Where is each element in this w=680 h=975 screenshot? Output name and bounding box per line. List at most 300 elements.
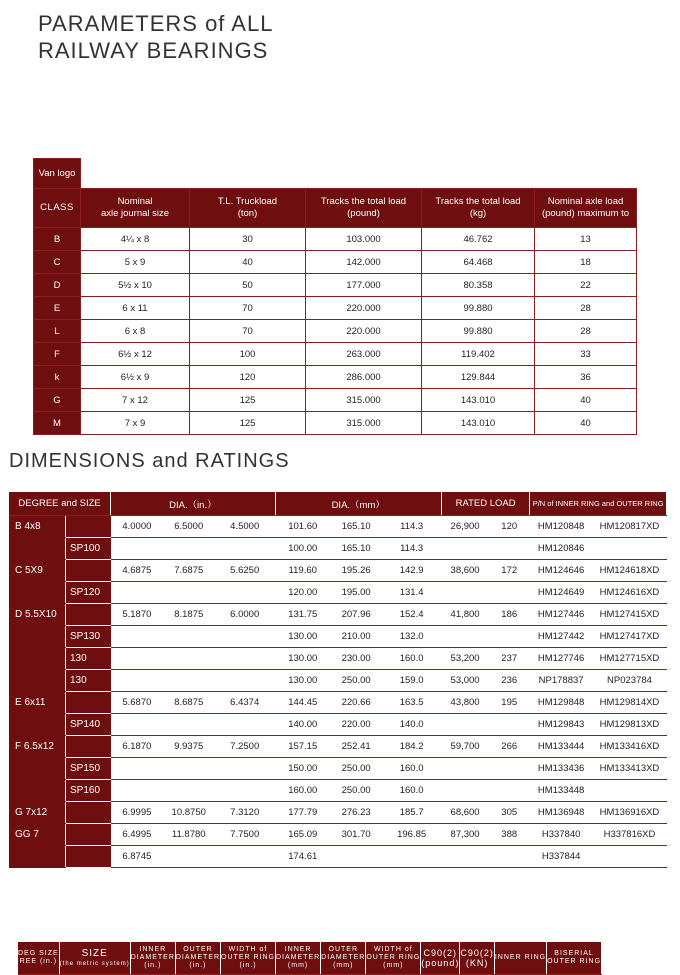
table1-cell: 103.000 [306,228,422,251]
table2-cell-in1 [111,626,163,648]
degree-cell: D 5.5X10 [9,604,65,626]
size-cell [65,824,110,846]
table2-cell-ir: HM127442 [530,626,593,648]
header-inner-mm [276,942,321,975]
table2-cell-mm2: 165.10 [330,538,381,560]
degree-cell: GG 7 [9,824,65,846]
table2-header-row2 [18,942,602,975]
table2-cell-in1 [111,758,163,780]
table2-cell-or: HM127417XD [592,626,666,648]
table2-cell-or: HM129814XD [592,692,666,714]
table2-cell-in2 [163,846,214,868]
degree-cell [9,582,65,604]
degree-cell: B 4x8 [9,516,65,538]
table2-cell-mm2: 220.66 [330,692,381,714]
table2-cell-in2 [163,758,214,780]
table2-cell-in3 [214,758,275,780]
table1-cell: 18 [535,251,637,274]
table2-cell-lb: 38,600 [441,560,488,582]
table2-row [9,846,667,868]
table1-cell: 70 [190,320,306,343]
table2-cell-in1 [111,538,163,560]
table2-cell-mm1: 157.15 [275,736,330,758]
table1-header-cell: Tracks the total load (pound) [306,189,422,228]
table1-cell: 70 [190,297,306,320]
class-label: G [34,389,81,412]
table2-cell-in2 [163,582,214,604]
table2-cell-or: HM133416XD [592,736,666,758]
table1-cell: 142.000 [306,251,422,274]
table1-row [34,366,637,389]
table2-cell-mm1: 100.00 [275,538,330,560]
van-logo: Van logo [34,159,81,189]
header-c90-pound [421,942,460,975]
table2-cell-lb: 59,700 [441,736,488,758]
table2-cell-or: HM127415XD [592,604,666,626]
header-inner-ring [494,942,546,975]
degree-cell [9,846,65,868]
table2-cell-mm2: 250.00 [330,670,381,692]
table2-cell-in2: 10.8750 [163,802,214,824]
dimensions-ratings-table [9,492,667,969]
table2-cell-or: HM124618XD [592,560,666,582]
table1-cell: 80.358 [422,274,535,297]
size-label: SIZE [81,948,108,959]
table2-cell-ir: HM120846 [530,538,593,560]
table2-cell-mm1: 144.45 [275,692,330,714]
table2-cell-or: HM127715XD [592,648,666,670]
header-outer-in [175,942,220,975]
table2-cell-mm3: 131.4 [382,582,442,604]
table1-cell: 40 [535,412,637,435]
table2-cell-lb [441,758,488,780]
table1-cell: 6½ x 12 [81,343,190,366]
table2-cell-kn: 305 [489,802,530,824]
table2-cell-mm1: 131.75 [275,604,330,626]
size-cell [65,802,110,824]
table1-cell: 125 [190,412,306,435]
table2-cell-in1 [111,714,163,736]
header-dia-in: DIA.（in.） [111,492,275,516]
header-rated-load: RATED LOAD [441,492,529,516]
table1-cell: 220.000 [306,320,422,343]
table2-cell-mm2: 301.70 [330,824,381,846]
table2-cell-mm1: 140.00 [275,714,330,736]
table2-cell-ir: HM129848 [530,692,593,714]
table1-cell: 28 [535,320,637,343]
table2-cell-mm3: 132.0 [382,626,442,648]
table2-cell-in1: 5.6870 [111,692,163,714]
degree-cell: G 7x12 [9,802,65,824]
header-text: WIDTH of OUTER RING (mm) [366,946,421,969]
table2-row [9,560,667,582]
table2-cell-lb: 43,800 [441,692,488,714]
table2-cell-mm3: 159.0 [382,670,442,692]
table1-cell: 99.880 [422,297,535,320]
table2-cell-in1: 4.6875 [111,560,163,582]
degree-cell [9,626,65,648]
table2-cell-in1: 6.9995 [111,802,163,824]
degree-cell: E 6x11 [9,692,65,714]
table1-cell: 129.844 [422,366,535,389]
header-text: INNER DIAMETER (in.) [130,946,175,969]
table2-row [9,648,667,670]
table2-cell-ir: HM133444 [530,736,593,758]
table2-cell-in3 [214,648,275,670]
table2-cell-lb [441,626,488,648]
table2-cell-kn: 266 [489,736,530,758]
class-label: M [34,412,81,435]
table2-cell-mm3: 196.85 [382,824,442,846]
table2-cell-lb: 41,800 [441,604,488,626]
table2-cell-kn [489,714,530,736]
table2-cell-kn: 195 [489,692,530,714]
size-cell: SP140 [65,714,110,736]
table1-row [34,343,637,366]
table2-cell-in2: 11.8780 [163,824,214,846]
degree-cell [9,648,65,670]
table2-cell-in3: 7.2500 [214,736,275,758]
table2-cell-kn [489,582,530,604]
table2-row [9,516,667,538]
class-label: E [34,297,81,320]
table2-cell-lb: 87,300 [441,824,488,846]
header-text: OUTER DIAMETER (in.) [175,946,221,969]
table2-cell-ir: HM127746 [530,648,593,670]
size-cell [65,560,110,582]
page-title [38,10,273,64]
size-cell: SP130 [65,626,110,648]
table2-cell-in3 [214,780,275,802]
table2-cell-kn: 388 [489,824,530,846]
table2-cell-or: HM124616XD [592,582,666,604]
table1-header-cell: Nominal axle journal size [81,189,190,228]
table2-cell-ir: HM120848 [530,516,593,538]
table1-cell: 143.010 [422,412,535,435]
table1-row [34,297,637,320]
size-cell: SP150 [65,758,110,780]
table1-cell: 13 [535,228,637,251]
table2-cell-ir: H337840 [530,824,593,846]
table2-cell-kn [489,846,530,868]
table2-cell-mm1: 174.61 [275,846,330,868]
table1-cell: 5½ x 10 [81,274,190,297]
table2-row [9,714,667,736]
table2-cell-mm2: 220.00 [330,714,381,736]
table2-cell-in3 [214,538,275,560]
table1-cell: 36 [535,366,637,389]
table1-cell: 7 x 9 [81,412,190,435]
table2-cell-mm3 [382,846,442,868]
table1-row [34,389,637,412]
table2-row [9,736,667,758]
table2-cell-mm3: 185.7 [382,802,442,824]
table1-row [34,412,637,435]
table2-cell-kn: 186 [489,604,530,626]
header-text: INNER DIAMETER (mm) [276,946,321,969]
table1-cell: 4¼ x 8 [81,228,190,251]
size-cell: SP160 [65,780,110,802]
table2-cell-mm2: 230.00 [330,648,381,670]
table2-cell-lb: 68,600 [441,802,488,824]
table2-cell-in3 [214,582,275,604]
header-outer-mm [321,942,366,975]
header-pn: P/N of INNER RING and OUTER RING [530,492,667,516]
table2-cell-in1 [111,648,163,670]
table1-cell: 119.402 [422,343,535,366]
page-title-line2: RAILWAY BEARINGS [38,38,269,63]
table1-cell: 5 x 9 [81,251,190,274]
table2-cell-in2: 8.1875 [163,604,214,626]
table2-cell-ir: HM127446 [530,604,593,626]
table2-cell-in2: 7.6875 [163,560,214,582]
table2-cell-lb [441,714,488,736]
table2-cell-lb: 53,200 [441,648,488,670]
table1-row [34,320,637,343]
table1-cell: 177.000 [306,274,422,297]
table2-cell-in2 [163,780,214,802]
table1-header-cell: Nominal axle load (pound) maximum to [535,189,637,228]
table1-cell: 220.000 [306,297,422,320]
table2-row [9,582,667,604]
header-degree-size: DEGREE and SIZE [9,492,111,516]
table2-cell-in3: 6.4374 [214,692,275,714]
table2-row [9,758,667,780]
table2-cell-kn [489,626,530,648]
table2-cell-in2 [163,714,214,736]
degree-cell [9,670,65,692]
degree-cell [9,758,65,780]
size-cell: 130 [65,670,110,692]
table2-row [9,538,667,560]
table2-cell-in1: 5.1870 [111,604,163,626]
table2-cell-mm2 [330,846,381,868]
table1-cell: 64.468 [422,251,535,274]
table2-row [9,670,667,692]
table2-cell-in2: 6.5000 [163,516,214,538]
table1-cell: 6 x 11 [81,297,190,320]
size-cell [65,736,110,758]
table2-cell-mm1: 130.00 [275,648,330,670]
table2-cell-mm1: 165.09 [275,824,330,846]
header-text: DEG SIZE REE (in.) [18,950,59,965]
table1-cell: 99.880 [422,320,535,343]
table1-cell: 286.000 [306,366,422,389]
table2-cell-ir: HM129843 [530,714,593,736]
logo-row [34,159,637,189]
table1-cell: 120 [190,366,306,389]
table2-cell-or: HM129813XD [592,714,666,736]
table2-cell-in2: 8.6875 [163,692,214,714]
table2-cell-ir: HM136948 [530,802,593,824]
class-label: L [34,320,81,343]
table1-cell: 143.010 [422,389,535,412]
class-label: F [34,343,81,366]
table2-cell-lb [441,582,488,604]
table2-cell-mm2: 195.00 [330,582,381,604]
table1-cell: 40 [190,251,306,274]
header-text: INNER RING [494,954,547,961]
table2-cell-ir: HM124649 [530,582,593,604]
table2-cell-lb [441,538,488,560]
class-label: B [34,228,81,251]
header-dia-mm: DIA.（mm） [275,492,441,516]
table2-cell-in3 [214,714,275,736]
table2-cell-mm1: 130.00 [275,626,330,648]
header-text: C90(2) (pound) [421,948,460,968]
class-label: D [34,274,81,297]
table1-cell: 263.000 [306,343,422,366]
table2-row [9,802,667,824]
table2-cell-or [592,538,666,560]
table2-cell-lb [441,780,488,802]
degree-cell [9,780,65,802]
table2-cell-ir: HM133448 [530,780,593,802]
table2-cell-mm2: 210.00 [330,626,381,648]
table2-cell-or: HM120817XD [592,516,666,538]
table2-cell-mm2: 250.00 [330,758,381,780]
table2-cell-lb: 26,900 [441,516,488,538]
table2-cell-in3: 7.7500 [214,824,275,846]
table2-cell-mm2: 195.26 [330,560,381,582]
table2-cell-mm3: 163.5 [382,692,442,714]
table1-cell: 30 [190,228,306,251]
table1-header-cell: CLASS [34,189,81,228]
table1-row [34,251,637,274]
table2-cell-mm3: 114.3 [382,516,442,538]
size-sub-label: (the metric system) [59,961,130,967]
table2-cell-mm3: 160.0 [382,758,442,780]
table2-header-row1 [9,492,667,516]
table1-cell: 315.000 [306,412,422,435]
header-c90-kn [460,942,495,975]
header-text: C90(2) (KN) [460,948,494,968]
table2-cell-in1: 6.8745 [111,846,163,868]
header-text: OUTER DIAMETER (mm) [321,946,366,969]
table2-cell-in1: 6.1870 [111,736,163,758]
table2-cell-mm3: 114.3 [382,538,442,560]
header-outer-ring [547,942,602,975]
table2-cell-mm1: 177.79 [275,802,330,824]
degree-cell [9,538,65,560]
size-cell: SP120 [65,582,110,604]
table2-cell-mm2: 207.96 [330,604,381,626]
size-cell [65,846,110,868]
table2-cell-in3: 6.0000 [214,604,275,626]
table1-cell: 50 [190,274,306,297]
table2-cell-kn: 120 [489,516,530,538]
table1-cell: 6 x 8 [81,320,190,343]
table2-cell-in3: 4.5000 [214,516,275,538]
table2-cell-or: HM133413XD [592,758,666,780]
class-label: C [34,251,81,274]
table2-cell-kn [489,758,530,780]
table2-cell-kn: 172 [489,560,530,582]
header-text: WIDTH of OUTER RING (in.) [221,946,275,969]
table1-cell: 33 [535,343,637,366]
page-title-line1: PARAMETERS of ALL [38,11,274,36]
table1-header-cell: Tracks the total load (kg) [422,189,535,228]
table2-cell-in1 [111,670,163,692]
table1-row [34,274,637,297]
size-cell [65,516,110,538]
degree-cell: C 5X9 [9,560,65,582]
table2-row [9,780,667,802]
table2-cell-mm1: 120.00 [275,582,330,604]
table1-cell: 28 [535,297,637,320]
table1-cell: 6½ x 9 [81,366,190,389]
size-cell: SP100 [65,538,110,560]
header-width-mm [366,942,421,975]
table1-cell: 125 [190,389,306,412]
table2-cell-lb: 53,000 [441,670,488,692]
table2-cell-or: NP023784 [592,670,666,692]
table2-cell-mm3: 152.4 [382,604,442,626]
table1-cell: 100 [190,343,306,366]
table2-cell-mm1: 160.00 [275,780,330,802]
table2-cell-in3 [214,670,275,692]
table2-cell-kn [489,780,530,802]
table2-cell-in2 [163,670,214,692]
table2-cell-in3 [214,626,275,648]
table2-cell-lb [441,846,488,868]
table2-cell-mm3: 140.0 [382,714,442,736]
section-title-dimensions: DIMENSIONS and RATINGS [9,450,290,472]
table2-cell-kn: 237 [489,648,530,670]
table2-cell-ir: HM124646 [530,560,593,582]
table2-cell-in2 [163,626,214,648]
table1-cell: 40 [535,389,637,412]
header-inner-in [130,942,175,975]
parameters-table [33,158,637,435]
table2-cell-in2 [163,648,214,670]
table2-cell-mm3: 160.0 [382,780,442,802]
header-size [59,942,130,975]
table1-cell: 46.762 [422,228,535,251]
blank-cell [81,159,637,189]
table2-row [9,824,667,846]
size-cell [65,692,110,714]
header-text: BISERIAL OUTER RING [547,950,602,965]
table2-cell-or [592,846,666,868]
table2-cell-in1 [111,780,163,802]
table2-cell-mm1: 130.00 [275,670,330,692]
table2-cell-or [592,780,666,802]
table2-cell-in1 [111,582,163,604]
degree-cell: F 6.5x12 [9,736,65,758]
table2-cell-mm3: 184.2 [382,736,442,758]
header-width-in [221,942,276,975]
table1-header-cell: T.L. Truckload (ton) [190,189,306,228]
table2-cell-mm2: 165.10 [330,516,381,538]
table2-row [9,692,667,714]
table2-cell-mm3: 142.9 [382,560,442,582]
size-cell [65,604,110,626]
table2-cell-kn: 236 [489,670,530,692]
table2-cell-or: H337816XD [592,824,666,846]
table2-cell-in2 [163,538,214,560]
class-label: k [34,366,81,389]
table2-cell-mm1: 101.60 [275,516,330,538]
header-deg-size [18,942,59,975]
table2-cell-in2: 9.9375 [163,736,214,758]
table1-cell: 315.000 [306,389,422,412]
table2-cell-in1: 4.0000 [111,516,163,538]
table2-cell-mm2: 276.23 [330,802,381,824]
size-cell: 130 [65,648,110,670]
table1-cell: 7 x 12 [81,389,190,412]
table2-row [9,626,667,648]
